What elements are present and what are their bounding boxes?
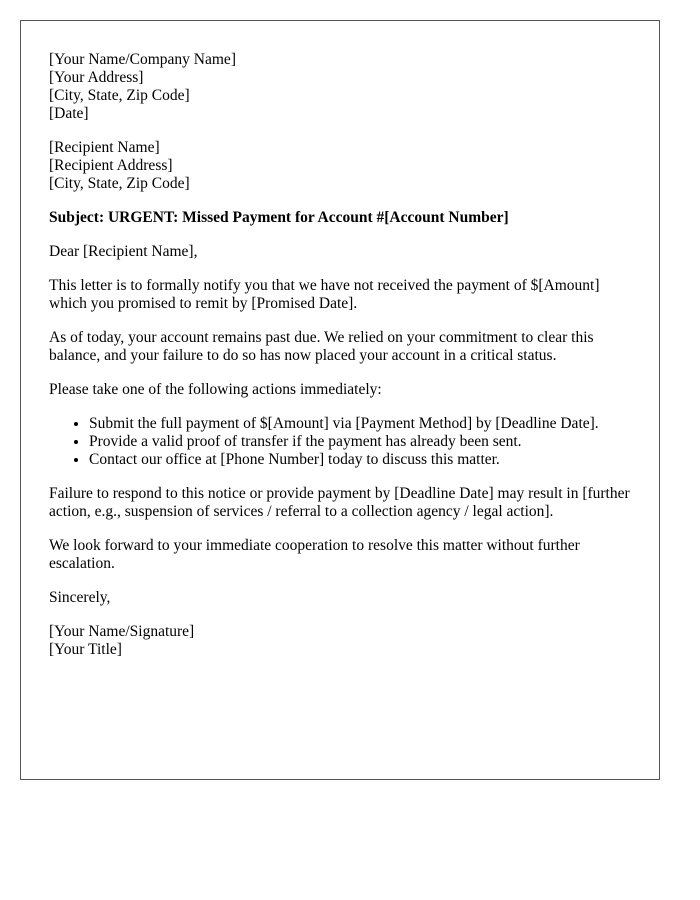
letter-page xyxy=(20,20,660,780)
letter-date: [Date] xyxy=(49,105,89,122)
signature-block xyxy=(49,623,631,659)
recipient-block xyxy=(49,139,631,193)
paragraph-past-due: As of today, your account remains past due. We relied on your commitment to clear this balance, and your failure to do so has now placed your account in a critical status. xyxy=(49,329,594,364)
closing: Sincerely, xyxy=(49,589,111,606)
paragraph-actions-intro: Please take one of the following actions immediately: xyxy=(49,381,382,398)
subject-line: Subject: URGENT: Missed Payment for Account #[Account Number] xyxy=(49,209,509,226)
signature-title: [Your Title] xyxy=(49,641,122,658)
list-item: • Contact our office at [Phone Number] today to discuss this matter. xyxy=(89,451,631,469)
list-item: • Provide a valid proof of transfer if the payment has already been sent. xyxy=(89,433,631,451)
signature-name: [Your Name/Signature] xyxy=(49,623,195,640)
sender-block xyxy=(49,51,631,123)
actions-list xyxy=(49,415,631,469)
salutation: Dear [Recipient Name], xyxy=(49,243,198,260)
recipient-address: [Recipient Address] xyxy=(49,157,173,174)
sender-city-state-zip: [City, State, Zip Code] xyxy=(49,87,190,104)
paragraph-notice: This letter is to formally notify you that we have not received the payment of $[Amount] which you promised to remit by [Promised Date]. xyxy=(49,277,600,312)
paragraph-cooperation: We look forward to your immediate cooperation to resolve this matter without further escalation. xyxy=(49,537,580,572)
recipient-city-state-zip: [City, State, Zip Code] xyxy=(49,175,190,192)
sender-name: [Your Name/Company Name] xyxy=(49,51,236,68)
paragraph-consequences: Failure to respond to this notice or provide payment by [Deadline Date] may result in [further action, e.g., suspension of services / referral to a collection agency / legal action]. xyxy=(49,485,630,520)
recipient-name: [Recipient Name] xyxy=(49,139,160,156)
sender-address: [Your Address] xyxy=(49,69,144,86)
list-item: • Submit the full payment of $[Amount] via [Payment Method] by [Deadline Date]. xyxy=(89,415,631,433)
